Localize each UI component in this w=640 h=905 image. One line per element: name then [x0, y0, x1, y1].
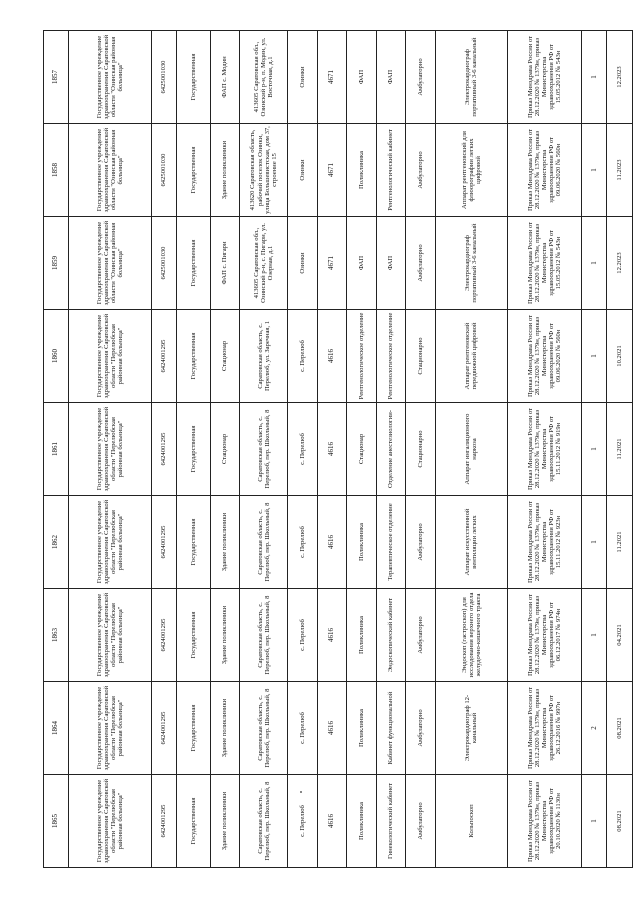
cell-equip: Аппарат ингаляционного наркоза [435, 403, 507, 496]
cell-ownership: Государственная [177, 217, 211, 310]
cell-inn: 6424001295 [151, 589, 176, 682]
cell-inn: 6424001295 [151, 775, 176, 868]
cell-equip: Электрокардиограф 12-канальный [435, 682, 507, 775]
cell-doc: Приказ Минздрава России от 28.12.2020 № 1379н, приказ Министерства здравоохранения РФ от 15.11.2012 № 923н [507, 496, 581, 589]
cell-doc: Приказ Минздрава России от 28.12.2020 № 1379н, приказ Министерства здравоохранения РФ от 09.06.2020 № 560н [507, 124, 581, 217]
cell-type: Поликлиника [347, 682, 377, 775]
cell-locality: Озинки [288, 124, 318, 217]
cell-kind: Стационар [210, 403, 240, 496]
row-unit-type [347, 31, 377, 868]
cell-ownership: Государственная [177, 124, 211, 217]
row-id [44, 31, 69, 868]
row-ownership [177, 31, 211, 868]
cell-kind: Здание поликлиники [210, 496, 240, 589]
cell-date: 11.2021 [607, 496, 633, 589]
cell-doc: Приказ Минздрава России от 28.12.2020 № 1379н, приказ Министерства здравоохранения РФ от 06.12.2017 № 974н [507, 589, 581, 682]
cell-type: ФАП [347, 31, 377, 124]
cell-oktmo: 4616 [317, 682, 347, 775]
cell-kind: Здание поликлиники [210, 589, 240, 682]
cell-care: Амбулаторно [406, 589, 436, 682]
cell-locality: с. Перелюб [288, 589, 318, 682]
cell-date: 12.2023 [607, 217, 633, 310]
cell-qty: 1 [582, 31, 607, 124]
cell-care: Амбулаторно [406, 496, 436, 589]
cell-qty: 1 [582, 217, 607, 310]
row-organization [69, 31, 151, 868]
cell-care: Стационарно [406, 403, 436, 496]
cell-qty: 1 [582, 775, 607, 868]
cell-oktmo: 4616 [317, 589, 347, 682]
cell-qty: 1 [582, 496, 607, 589]
cell-locality: Озинки [288, 217, 318, 310]
cell-doc: Приказ Минздрава России от 28.12.2020 № 1379н, приказ Министерства здравоохранения РФ от 15.05.2012 № 543н [507, 31, 581, 124]
cell-unit: Рентгенологическое отделение [376, 310, 406, 403]
row-oktmo [317, 31, 347, 868]
cell-unit: ФАП [376, 217, 406, 310]
cell-type: Поликлиника [347, 124, 377, 217]
cell-date: 11.2021 [607, 403, 633, 496]
cell-date: 12.2023 [607, 31, 633, 124]
cell-address: 413620 Саратовская область, рабочий поселок Озинки, улица Большевистская, дом 37, строение 15 [240, 124, 288, 217]
cell-org: Государственное учреждение здравоохранения Саратовской области "Озинская районная больница" [69, 124, 151, 217]
cell-address: 413605 Саратовская обл., Озинский р-н, с. Пигари, ул. Озерная, д.1 [240, 217, 288, 310]
rotated-table-wrapper [43, 30, 633, 868]
cell-locality: с. Перелюб [288, 682, 318, 775]
cell-oktmo: 4616 [317, 496, 347, 589]
cell-type: Стационар [347, 403, 377, 496]
cell-inn: 6425001030 [151, 217, 176, 310]
cell-oktmo: 4671 [317, 217, 347, 310]
cell-id: 1862 [44, 496, 69, 589]
row-inn [151, 31, 176, 868]
cell-doc: Приказ Минздрава России от 28.12.2020 № 1379н, приказ Министерства здравоохранения РФ от 15.11.2012 № 919н [507, 403, 581, 496]
cell-oktmo: 4616 [317, 310, 347, 403]
cell-address: Саратовская область, с. Перелюб, пер. Школьный, 8 [240, 775, 288, 868]
cell-unit: Отделение анестезиологии- [376, 403, 406, 496]
cell-locality: Озинки [288, 31, 318, 124]
cell-org: Государственное учреждение здравоохранения Саратовской области "Перелюбская районная больница" [69, 496, 151, 589]
cell-locality: с. Перелюб [288, 775, 318, 868]
cell-care: Амбулаторно [406, 124, 436, 217]
cell-kind: Здание поликлиники [210, 775, 240, 868]
cell-org: Государственное учреждение здравоохранения Саратовской области "Перелюбская районная больница" [69, 403, 151, 496]
cell-id: 1863 [44, 589, 69, 682]
cell-ownership: Государственная [177, 682, 211, 775]
cell-type: Рентгенологическое отделение [347, 310, 377, 403]
cell-locality: с. Перелюб [288, 310, 318, 403]
cell-org: Государственное учреждение здравоохранения Саратовской области "Перелюбская районная больница" [69, 775, 151, 868]
cell-oktmo: 4616 [317, 403, 347, 496]
cell-equip: Электрокардиограф портативный 3-6 канальный [435, 217, 507, 310]
cell-address: Саратовская область, с. Перелюб, ул. Заречная, 1 [240, 310, 288, 403]
cell-ownership: Государственная [177, 310, 211, 403]
row-address [240, 31, 288, 868]
cell-org: Государственное учреждение здравоохранения Саратовской области "Перелюбская районная больница" [69, 310, 151, 403]
cell-unit: Терапевтическое отделение [376, 496, 406, 589]
cell-type: ФАП [347, 217, 377, 310]
cell-equip: Аппарат рентгеновский для флюорографии легких цифровой [435, 124, 507, 217]
cell-equip: Аппарат искусственной вентиляции легких [435, 496, 507, 589]
scan-dot [300, 791, 302, 793]
cell-date: 08.2021 [607, 682, 633, 775]
cell-locality: с. Перелюб [288, 496, 318, 589]
cell-inn: 6424001295 [151, 310, 176, 403]
cell-ownership: Государственная [177, 775, 211, 868]
cell-address: 413605 Саратовская обл., Озинский р-н, п. Модин, ул. Восточная, д.1 [240, 31, 288, 124]
cell-inn: 6425001030 [151, 31, 176, 124]
cell-care: Амбулаторно [406, 217, 436, 310]
cell-doc: Приказ Минздрава России от 28.12.2020 № 1379н, приказ Министерства здравоохранения РФ от 20.10.2020 № 1130н [507, 775, 581, 868]
cell-date: 04.2021 [607, 589, 633, 682]
cell-doc: Приказ Минздрава России от 28.12.2020 № 1379н, приказ Министерства здравоохранения РФ от 09.06.2020 № 560н [507, 310, 581, 403]
cell-date: 10.2021 [607, 310, 633, 403]
cell-date: 08.2021 [607, 775, 633, 868]
cell-locality: с. Перелюб [288, 403, 318, 496]
cell-inn: 6424001295 [151, 403, 176, 496]
cell-qty: 1 [582, 124, 607, 217]
cell-address: Саратовская область, с. Перелюб, пер. Школьный, 8 [240, 589, 288, 682]
cell-ownership: Государственная [177, 31, 211, 124]
cell-type: Поликлиника [347, 589, 377, 682]
cell-kind: ФАП с. Пигари [210, 217, 240, 310]
cell-date: 11.2023 [607, 124, 633, 217]
cell-org: Государственное учреждение здравоохранения Саратовской области "Озинская районная больница" [69, 31, 151, 124]
cell-id: 1860 [44, 310, 69, 403]
cell-address: Саратовская область, с. Перелюб, пер. Школьный, 8 [240, 496, 288, 589]
cell-id: 1861 [44, 403, 69, 496]
cell-qty: 2 [582, 682, 607, 775]
cell-id: 1859 [44, 217, 69, 310]
cell-inn: 6425001030 [151, 124, 176, 217]
cell-kind: Здание поликлиники [210, 682, 240, 775]
row-locality [288, 31, 318, 868]
cell-kind: Стационар [210, 310, 240, 403]
cell-qty: 1 [582, 403, 607, 496]
cell-qty: 1 [582, 310, 607, 403]
cell-inn: 6424001295 [151, 496, 176, 589]
cell-care: Амбулаторно [406, 682, 436, 775]
cell-doc: Приказ Минздрава России от 28.12.2020 № 1379н, приказ Министерства здравоохранения РФ от 15.05.2012 № 543н [507, 217, 581, 310]
cell-unit: Эндоскопический кабинет [376, 589, 406, 682]
cell-ownership: Государственная [177, 589, 211, 682]
cell-care: Стационарно [406, 310, 436, 403]
cell-qty: 1 [582, 589, 607, 682]
row-date [607, 31, 633, 868]
cell-ownership: Государственная [177, 403, 211, 496]
cell-id: 1865 [44, 775, 69, 868]
row-quantity [582, 31, 607, 868]
cell-doc: Приказ Минздрава России от 28.12.2020 № 1379н, приказ Министерства здравоохранения РФ от 26.12.2016 № 997н [507, 682, 581, 775]
cell-unit: Рентгенологический кабинет [376, 124, 406, 217]
cell-unit: Кабинет функциональной [376, 682, 406, 775]
cell-oktmo: 4616 [317, 775, 347, 868]
cell-inn: 6424001295 [151, 682, 176, 775]
cell-equip: Эндоскоп (гастроскоп) для исследования верхнего отдела желудочно-кишечного тракта [435, 589, 507, 682]
cell-org: Государственное учреждение здравоохранения Саратовской области "Перелюбская районная больница" [69, 682, 151, 775]
cell-id: 1858 [44, 124, 69, 217]
row-department [376, 31, 406, 868]
cell-address: Саратовская область, с. Перелюб, пер. Школьный, 8 [240, 682, 288, 775]
equipment-table [43, 30, 633, 868]
cell-kind: Здание поликлиники [210, 124, 240, 217]
cell-ownership: Государственная [177, 496, 211, 589]
cell-kind: ФАП с. Модин [210, 31, 240, 124]
cell-unit: Гинекологический кабинет [376, 775, 406, 868]
cell-id: 1864 [44, 682, 69, 775]
cell-unit: ФАП [376, 31, 406, 124]
row-object-kind [210, 31, 240, 868]
cell-care: Амбулаторно [406, 775, 436, 868]
row-equipment [435, 31, 507, 868]
cell-org: Государственное учреждение здравоохранения Саратовской области "Перелюбская районная больница" [69, 589, 151, 682]
row-regulation [507, 31, 581, 868]
cell-type: Поликлиника [347, 775, 377, 868]
cell-oktmo: 4671 [317, 124, 347, 217]
cell-address: Саратовская область, с. Перелюб, пер. Школьный, 8 [240, 403, 288, 496]
cell-equip: Аппарат рентгеновский передвижной цифровой [435, 310, 507, 403]
cell-id: 1857 [44, 31, 69, 124]
cell-type: Поликлиника [347, 496, 377, 589]
row-care-condition [406, 31, 436, 868]
cell-org: Государственное учреждение здравоохранения Саратовской области "Озинская районная больница" [69, 217, 151, 310]
cell-equip: Кольпоскоп [435, 775, 507, 868]
cell-equip: Электрокардиограф портативный 3-6 канальный [435, 31, 507, 124]
cell-oktmo: 4671 [317, 31, 347, 124]
cell-care: Амбулаторно [406, 31, 436, 124]
